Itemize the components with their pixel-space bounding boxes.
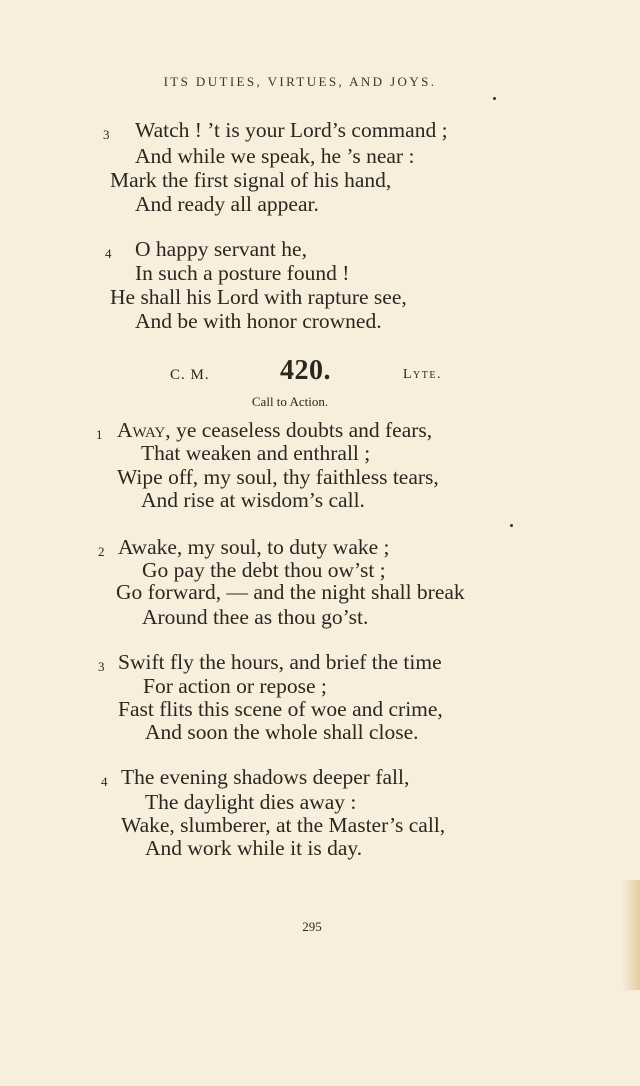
verse-line: Go forward, — and the night shall break: [116, 580, 465, 604]
first-word: Away,: [117, 418, 171, 442]
verse-line: And soon the whole shall close.: [145, 720, 419, 744]
verse-line: The daylight dies away :: [145, 790, 357, 814]
hymn-number: 420.: [280, 355, 331, 386]
verse-line: O happy servant he,: [135, 237, 307, 261]
stanza-number: 1: [96, 427, 103, 442]
stanza-number: 3: [98, 659, 105, 674]
verse-line: And while we speak, he ’s near :: [135, 144, 415, 168]
verse-line-rest: ye ceaseless doubts and fears,: [170, 418, 433, 442]
verse-line: Fast flits this scene of woe and crime,: [118, 697, 443, 721]
verse-line: And ready all appear.: [135, 192, 319, 216]
verse-line: The evening shadows deeper fall,: [121, 765, 410, 789]
ink-speck: [510, 524, 513, 527]
page-number: 295: [302, 919, 322, 934]
verse-line: Wipe off, my soul, thy faithless tears,: [117, 465, 439, 489]
verse-line: Swift fly the hours, and brief the time: [118, 650, 442, 674]
hymn-subtitle: Call to Action.: [251, 394, 329, 409]
verse-line: Go pay the debt thou ow’st ;: [142, 558, 386, 582]
hymn-tune: Lyte.: [403, 367, 442, 382]
stanza-number: 4: [105, 246, 112, 261]
ink-speck: [493, 97, 496, 100]
verse-line: And be with honor crowned.: [135, 309, 382, 333]
verse-line: He shall his Lord with rapture see,: [110, 285, 407, 309]
hymn-meter: C. M.: [170, 367, 210, 383]
stanza-number: 2: [98, 544, 105, 559]
verse-line: That weaken and enthrall ;: [141, 441, 371, 465]
verse-line: Mark the first signal of his hand,: [110, 168, 392, 192]
verse-line: In such a posture found !: [135, 261, 350, 285]
verse-line: For action or repose ;: [143, 674, 327, 698]
verse-line: Around thee as thou go’st.: [142, 605, 369, 629]
running-head: ITS DUTIES, VIRTUES, AND JOYS.: [163, 74, 437, 89]
page-edge-stain: [622, 880, 640, 990]
verse-line: Wake, slumberer, at the Master’s call,: [121, 813, 446, 837]
verse-line: Awake, my soul, to duty wake ;: [118, 535, 390, 559]
verse-line: [117, 418, 432, 442]
verse-line: Watch ! ’t is your Lord’s command ;: [135, 118, 448, 142]
stanza-number: 4: [101, 774, 108, 789]
verse-line: And rise at wisdom’s call.: [141, 488, 365, 512]
verse-line: And work while it is day.: [145, 836, 363, 860]
stanza-number: 3: [103, 127, 110, 142]
